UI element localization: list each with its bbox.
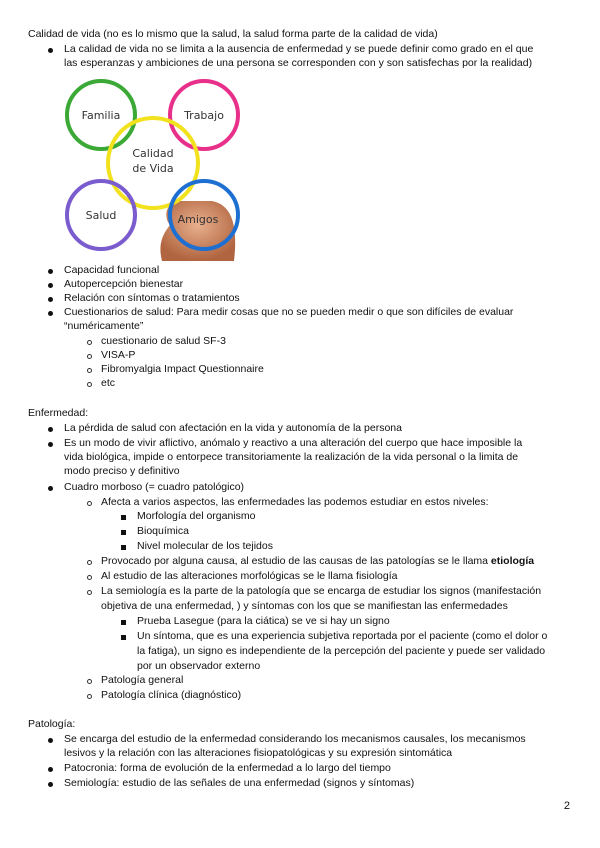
bullet-dot <box>48 269 53 274</box>
nivel-item: Nivel molecular de los tejidos <box>137 540 273 552</box>
bullet-dot <box>48 442 53 447</box>
enfermedad-s2 <box>101 555 534 568</box>
bullet-dot <box>48 48 53 53</box>
bullet-square <box>121 530 126 535</box>
bullet-circle <box>87 382 92 387</box>
calidad-de-vida-diagram <box>62 75 248 261</box>
patologia-b2: Patocronia: forma de evolución de la enfermedad a lo largo del tiempo <box>64 762 391 774</box>
bullet-dot <box>48 311 53 316</box>
sub-item: etc <box>101 377 116 389</box>
bullet-circle <box>87 368 92 373</box>
enfermedad-heading: Enfermedad: <box>28 407 89 419</box>
cuestionarios-line1: Cuestionarios de salud: Para medir cosas que no se pueden medir o que son difíciles de evaluar <box>64 306 514 318</box>
sintoma-line1: Un síntoma, que es una experiencia subjetiva reportada por el paciente (como el dolor o <box>137 630 548 642</box>
enfermedad-b2-line3: modo preciso y definitivo <box>64 465 180 477</box>
calidad-heading: Calidad de vida (no es lo mismo que la salud, la salud forma parte de la calidad de vida) <box>28 28 438 40</box>
bullet-square <box>121 515 126 520</box>
bullet-dot <box>48 738 53 743</box>
sintoma-line3: por un observador externo <box>137 660 261 672</box>
bullet-dot <box>48 427 53 432</box>
etiologia-text: Provocado por alguna causa, al estudio de las causas de las patologías se le llama <box>101 555 491 567</box>
patologia-b3: Semiología: estudio de las señales de una enfermedad (signos y síntomas) <box>64 777 415 789</box>
bullet-square <box>121 635 126 640</box>
enfermedad-s5: Patología general <box>101 674 184 686</box>
enfermedad-s6: Patología clínica (diagnóstico) <box>101 689 242 701</box>
page-number: 2 <box>563 800 570 812</box>
nivel-item: Morfología del organismo <box>137 510 256 522</box>
bullet-circle <box>87 575 92 580</box>
bullet-circle <box>87 354 92 359</box>
semiologia-line2: objetiva de una enfermedad, ) y síntomas con los que se manifiestan las enfermedades <box>101 600 508 612</box>
bullet-dot <box>48 297 53 302</box>
bullet-square <box>121 620 126 625</box>
patologia-heading: Patología: <box>28 718 76 730</box>
bullet-dot <box>48 782 53 787</box>
familia-label: Familia <box>81 109 121 122</box>
bullet-circle <box>87 501 92 506</box>
bullet-dot <box>48 767 53 772</box>
enfermedad-s3: Al estudio de las alteraciones morfológicas se le llama fisiología <box>101 570 398 582</box>
sub-item: VISA-P <box>101 349 136 361</box>
bullet-dot <box>48 283 53 288</box>
bullet-circle <box>87 679 92 684</box>
trabajo-label: Trabajo <box>184 109 224 122</box>
enfermedad-b1: La pérdida de salud con afectación en la vida y autonomía de la persona <box>64 422 402 434</box>
sub-item: Fibromyalgia Impact Questionnaire <box>101 363 264 375</box>
enfermedad-s1: Afecta a varios aspectos, las enfermedades las podemos estudiar en estos niveles: <box>101 496 489 508</box>
salud-label: Salud <box>85 209 117 222</box>
calidad-label-line1: Calidad <box>132 147 174 160</box>
list-item: Capacidad funcional <box>64 264 160 276</box>
patologia-b1-line1: Se encarga del estudio de la enfermedad considerando los mecanismos causales, los mecanismos <box>64 733 526 745</box>
sub-item: cuestionario de salud SF-3 <box>101 335 226 347</box>
amigos-label: Amigos <box>177 213 219 226</box>
enfermedad-b2-line1: Es un modo de vivir aflictivo, anómalo y reactivo a una alteración del cuerpo que hace imposible la <box>64 437 523 449</box>
list-item: Relación con síntomas o tratamientos <box>64 292 240 304</box>
bullet-square <box>121 545 126 550</box>
bullet-circle <box>87 590 92 595</box>
bullet-circle <box>87 560 92 565</box>
lasegue-item: Prueba Lasegue (para la ciática) se ve si hay un signo <box>137 615 390 627</box>
sintoma-line2: la fatiga), un signo es independiente de la percepción del paciente y puede ser validado <box>137 645 546 657</box>
bullet-circle <box>87 694 92 699</box>
list-item: Autopercepción bienestar <box>64 278 184 290</box>
bullet-dot <box>48 486 53 491</box>
enfermedad-b3: Cuadro morboso (= cuadro patológico) <box>64 481 245 493</box>
cuestionarios-line2: “numéricamente” <box>64 320 144 332</box>
calidad-definition-line1: La calidad de vida no se limita a la ausencia de enfermedad y se puede definir como grado en el que <box>64 43 534 55</box>
semiologia-line1: La semiología es la parte de la patología que se encarga de estudiar los signos (manifestación <box>101 585 542 597</box>
bullet-circle <box>87 340 92 345</box>
calidad-label-line2: de Vida <box>132 162 174 175</box>
calidad-definition-line2: las esperanzas y ambiciones de una persona se corresponden con y son satisfechas por la realidad) <box>64 57 533 69</box>
nivel-item: Bioquímica <box>137 525 189 537</box>
patologia-b1-line2: lesivos y la relación con las alteraciones fisiopatológicas y su expresión sintomática <box>64 747 453 759</box>
enfermedad-b2-line2: vida biológica, impide o entorpece transitoriamente la realización de la vida personal o la limita de <box>64 451 519 463</box>
etiologia-term: etiología <box>490 555 535 567</box>
